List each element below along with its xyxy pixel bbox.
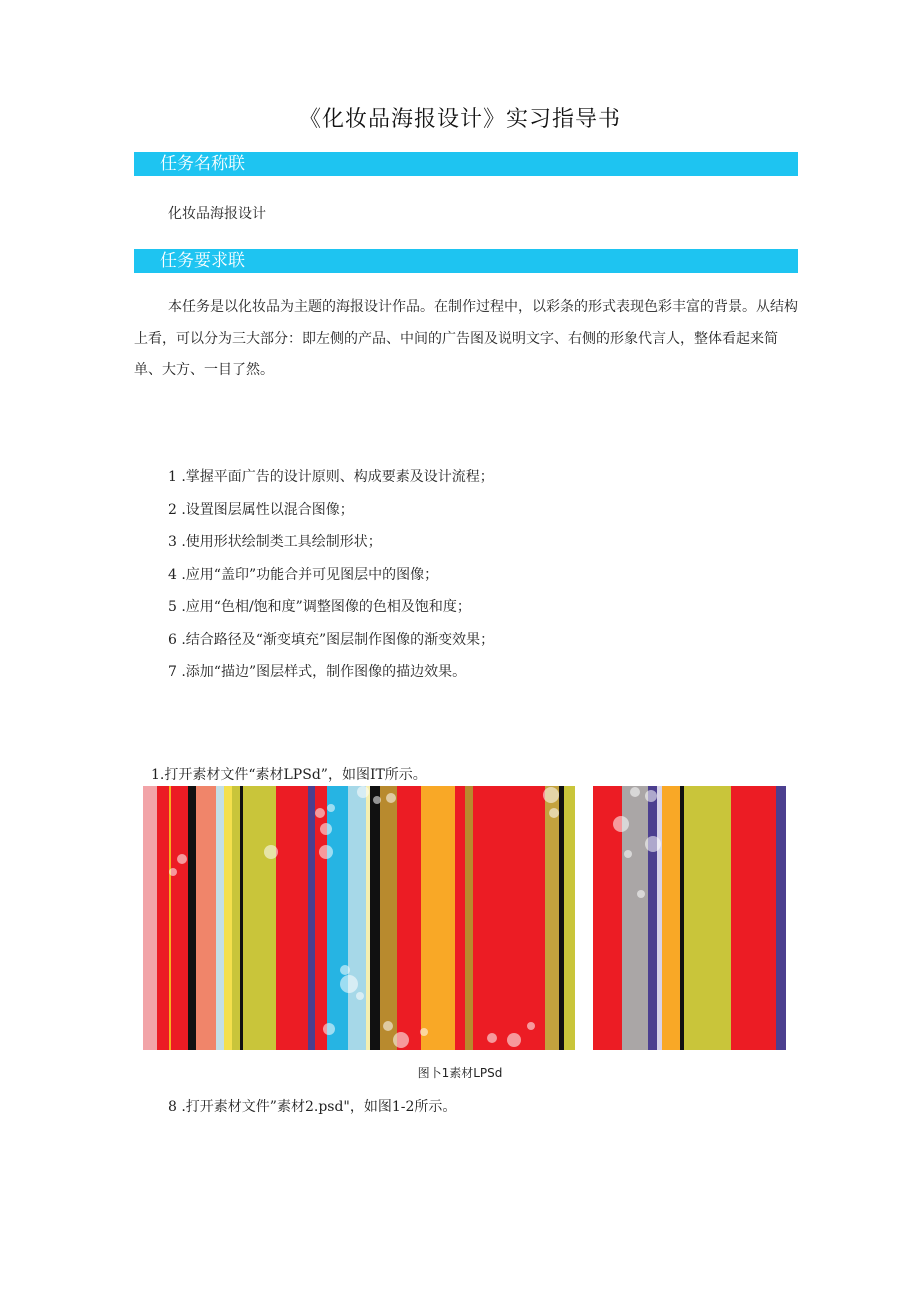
figure-caption: 图卜1素材LPSd — [417, 1066, 503, 1080]
list-item: 1 .掌握平面广告的设计原则、构成要素及设计流程； — [168, 469, 494, 485]
list-item: 5 .应用“色相/饱和度”调整图像的色相及饱和度； — [168, 599, 471, 615]
step-2-text: 8 .打开素材文件”素材2.psd"，如图1-2所示。 — [168, 1099, 457, 1115]
section-heading-task-name — [134, 152, 798, 176]
list-item: 2 .设置图层属性以混合图像； — [168, 501, 354, 518]
requirements-paragraph: 本任务是以化妆品为主题的海报设计作品。在制作过程中，以彩条的形式表现色彩丰富的背景。从结构上看，可以分为三大部分：即左侧的产品、中间的广告图及说明文字、右侧的形象代言人，整体看起来简单、大方、一目了然。 — [134, 299, 798, 378]
objectives-list — [168, 461, 494, 689]
task-name-text: 化妆品海报设计 — [168, 206, 266, 222]
stripe-image-right — [593, 786, 786, 1050]
section-heading-label: 任务要求联 — [160, 251, 245, 271]
section-heading-task-requirements — [134, 249, 798, 273]
section-heading-label: 任务名称联 — [160, 154, 245, 174]
step-1-text: 1.打开素材文件“素材LPSd”，如图IT所示。 — [151, 767, 427, 783]
page-title: 《化妆品海报设计》实习指导书 — [298, 107, 621, 132]
list-item: 4 .应用“盖印”功能合并可见图层中的图像； — [168, 566, 439, 583]
stripe-image-left — [143, 786, 575, 1050]
list-item: 7 .添加“描边”图层样式，制作图像的描边效果。 — [168, 664, 467, 680]
list-item: 6 .结合路径及“渐变填充”图层制作图像的渐变效果； — [168, 631, 495, 648]
list-item: 3 .使用形状绘制类工具绘制形状； — [168, 534, 382, 550]
